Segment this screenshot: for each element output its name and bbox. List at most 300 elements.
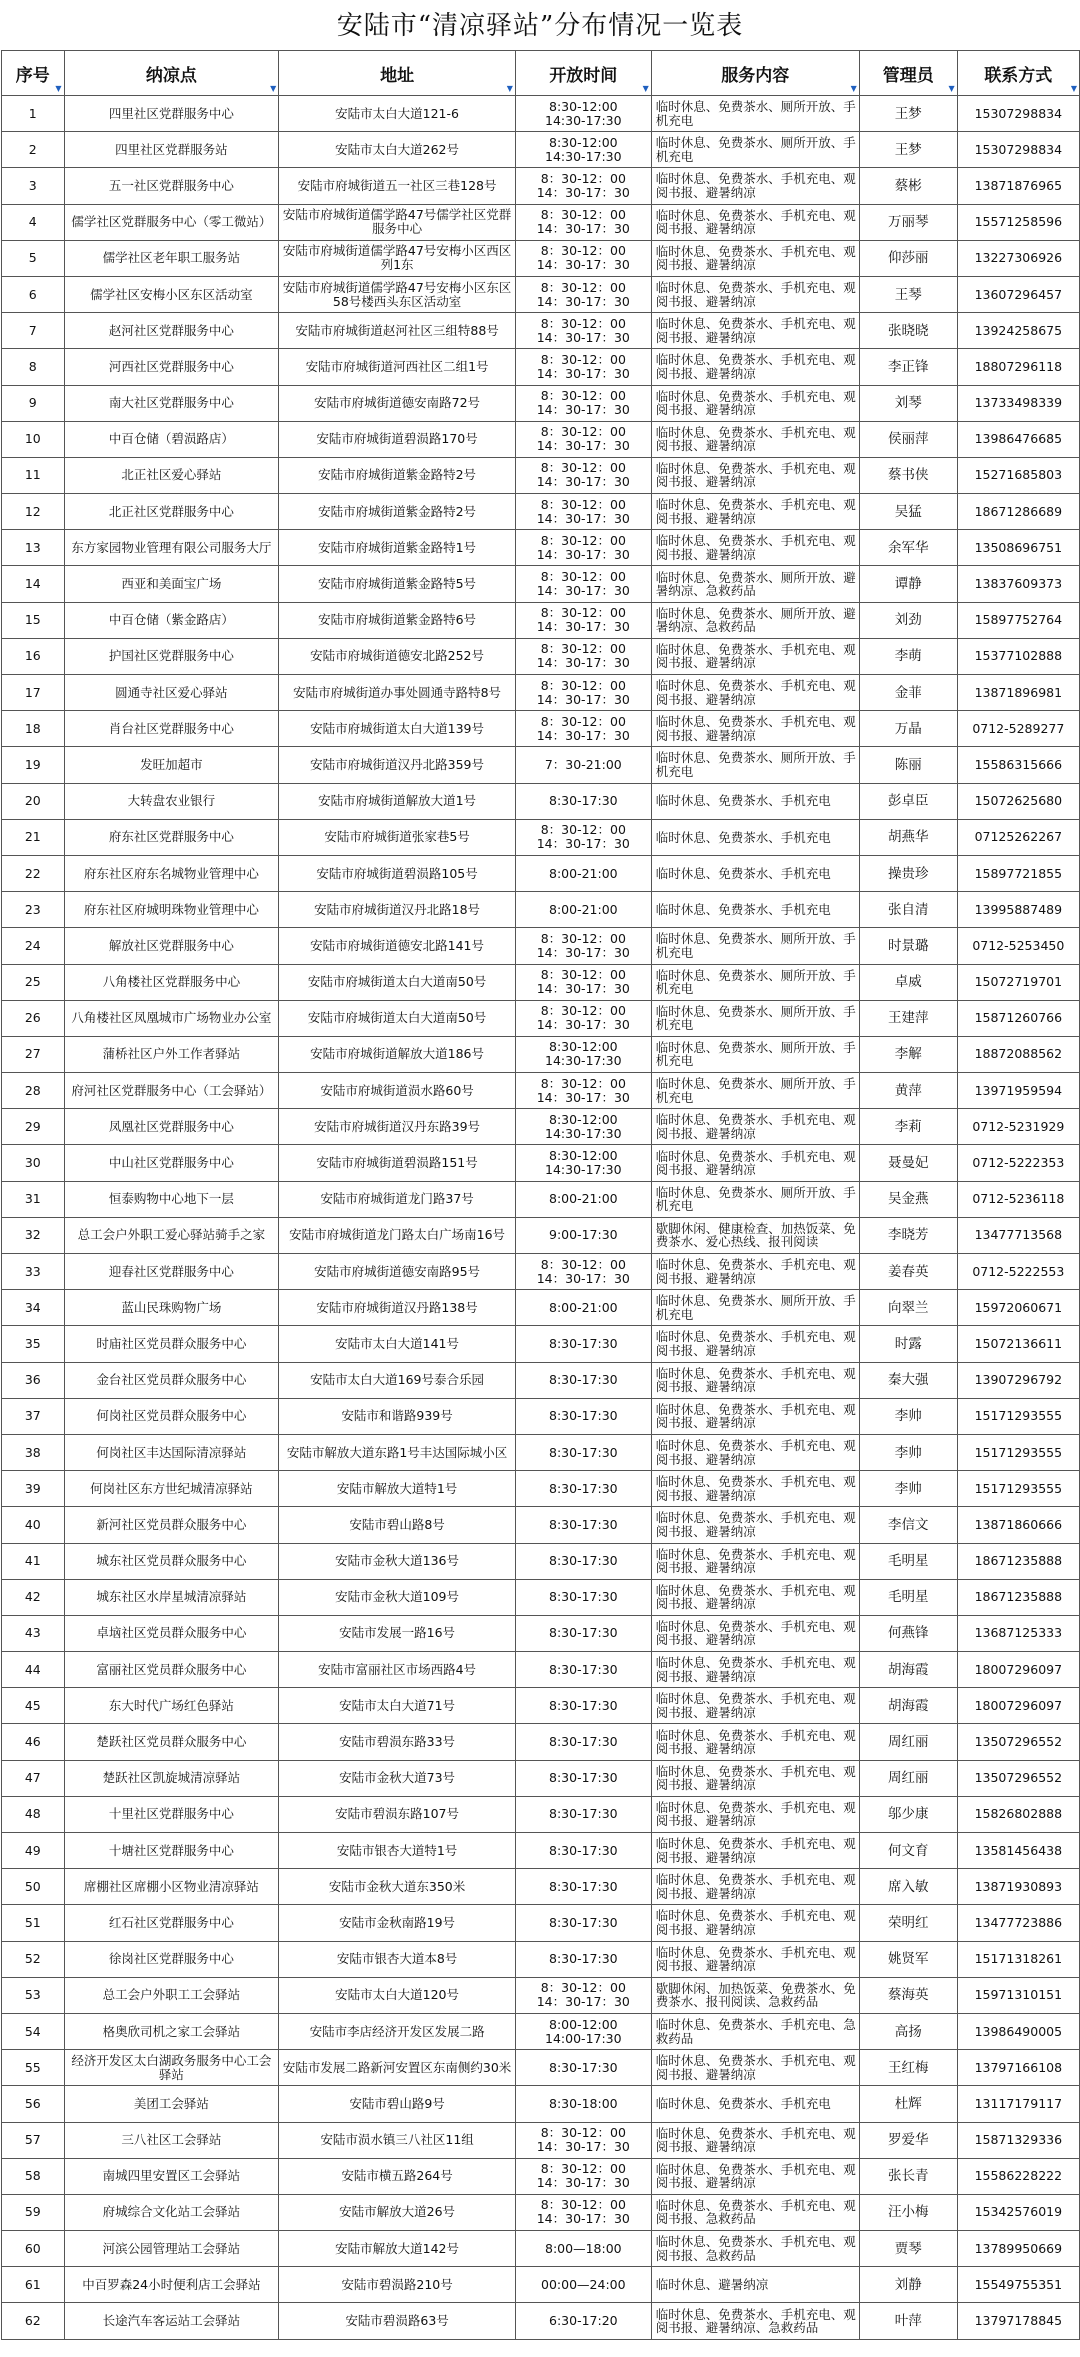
cell-hours: 8:30-12:00 14:30-17:30 (515, 1109, 651, 1145)
col-header-address[interactable]: 地址 ▼ (279, 51, 516, 96)
cell-index: 31 (2, 1181, 65, 1217)
cell-hours: 8:00-12:00 14:00-17:30 (515, 2013, 651, 2049)
cell-address: 安陆市金秋大道东350米 (279, 1869, 516, 1905)
cell-services: 临时休息、免费茶水、手机充电、观阅书报、避暑纳凉 (651, 1471, 859, 1507)
cell-manager: 李莉 (859, 1109, 957, 1145)
cell-services: 临时休息、免费茶水、手机充电、观阅书报、避暑纳凉 (651, 313, 859, 349)
col-header-index[interactable]: 序号 ▼ (2, 51, 65, 96)
table-row (2, 602, 1080, 638)
cell-manager: 毛明星 (859, 1543, 957, 1579)
cell-hours: 8:00—18:00 (515, 2231, 651, 2267)
table-row (2, 1760, 1080, 1796)
cell-hours: 8:30-12:00 14:30-17:30 (515, 1036, 651, 1072)
cell-name: 时庙社区党员群众服务中心 (64, 1326, 279, 1362)
cell-manager: 余军华 (859, 530, 957, 566)
cell-hours: 8:00-21:00 (515, 1290, 651, 1326)
cell-hours: 8：30-12：00 14：30-17：30 (515, 1000, 651, 1036)
cell-name: 迎春社区党群服务中心 (64, 1254, 279, 1290)
cell-address: 安陆市府城街道碧涢路151号 (279, 1145, 516, 1181)
cell-hours: 8:30-17:30 (515, 1760, 651, 1796)
cell-name: 蒲桥社区户外工作者驿站 (64, 1036, 279, 1072)
cell-name: 儒学社区安梅小区东区活动室 (64, 276, 279, 312)
col-header-manager[interactable]: 管理员 ▼ (859, 51, 957, 96)
col-header-hours[interactable]: 开放时间 ▼ (515, 51, 651, 96)
cell-services: 临时休息、免费茶水、手机充电 (651, 2086, 859, 2122)
cell-contact: 18671235888 (957, 1543, 1079, 1579)
cell-services: 临时休息、免费茶水、手机充电、观阅书报、急救药品 (651, 2194, 859, 2230)
cell-name: 长途汽车客运站工会驿站 (64, 2303, 279, 2339)
cell-manager: 李解 (859, 1036, 957, 1072)
cell-address: 安陆市银杏大道特1号 (279, 1833, 516, 1869)
cell-services: 临时休息、免费茶水、手机充电、观阅书报、避暑纳凉 (651, 1362, 859, 1398)
cell-address: 安陆市碧涢路210号 (279, 2267, 516, 2303)
table-row (2, 1507, 1080, 1543)
cell-services: 临时休息、免费茶水、手机充电、观阅书报、避暑纳凉 (651, 1326, 859, 1362)
cell-index: 39 (2, 1471, 65, 1507)
cell-services: 临时休息、免费茶水、手机充电、观阅书报、避暑纳凉 (651, 1941, 859, 1977)
table-row (2, 2050, 1080, 2086)
cell-address: 安陆市金秋大道136号 (279, 1543, 516, 1579)
cell-hours: 8：30-12：00 14：30-17：30 (515, 566, 651, 602)
cell-services: 临时休息、免费茶水、手机充电 (651, 892, 859, 928)
table-row (2, 2303, 1080, 2339)
cell-name: 何岗社区党员群众服务中心 (64, 1398, 279, 1434)
cell-address: 安陆市府城街道汉丹北路359号 (279, 747, 516, 783)
col-header-name[interactable]: 纳凉点 ▼ (64, 51, 279, 96)
cell-services: 临时休息、免费茶水、手机充电、观阅书报、避暑纳凉 (651, 240, 859, 276)
cell-manager: 何文育 (859, 1833, 957, 1869)
cell-contact: 13581456438 (957, 1833, 1079, 1869)
cell-address: 安陆市府城街道紫金路特6号 (279, 602, 516, 638)
cell-name: 肖台社区党群服务中心 (64, 711, 279, 747)
cell-index: 40 (2, 1507, 65, 1543)
cell-manager: 黄萍 (859, 1073, 957, 1109)
cell-contact: 13477723886 (957, 1905, 1079, 1941)
cell-hours: 8:30-17:30 (515, 1652, 651, 1688)
cell-hours: 8:30-17:30 (515, 1615, 651, 1651)
cell-manager: 向翠兰 (859, 1290, 957, 1326)
cell-manager: 王梦 (859, 96, 957, 132)
cell-index: 37 (2, 1398, 65, 1434)
cell-index: 23 (2, 892, 65, 928)
table-row (2, 1905, 1080, 1941)
cell-name: 中百仓储（碧涢路店） (64, 421, 279, 457)
cell-contact: 18872088562 (957, 1036, 1079, 1072)
cell-manager: 姜春英 (859, 1254, 957, 1290)
filter-dropdown-icon[interactable]: ▼ (850, 84, 857, 93)
cell-contact: 15377102888 (957, 638, 1079, 674)
cell-contact: 13733498339 (957, 385, 1079, 421)
cell-index: 38 (2, 1434, 65, 1470)
cell-address: 安陆市府城街道碧涢路105号 (279, 855, 516, 891)
cell-manager: 王红梅 (859, 2050, 957, 2086)
cell-hours: 9:00-17:30 (515, 1217, 651, 1253)
cell-manager: 贾琴 (859, 2231, 957, 2267)
cell-index: 28 (2, 1073, 65, 1109)
table-row (2, 2267, 1080, 2303)
cell-address: 安陆市李店经济开发区发展二路 (279, 2013, 516, 2049)
cell-index: 1 (2, 96, 65, 132)
table-row (2, 1326, 1080, 1362)
cell-index: 12 (2, 494, 65, 530)
cell-services: 临时休息、免费茶水、手机充电、观阅书报、避暑纳凉 (651, 1254, 859, 1290)
cell-manager: 刘劲 (859, 602, 957, 638)
cell-services: 歇脚休闲、加热饭菜、免费茶水、免费茶水、报刊阅读、急救药品 (651, 1977, 859, 2013)
cell-manager: 蔡彬 (859, 168, 957, 204)
cell-services: 临时休息、免费茶水、手机充电、观阅书报、避暑纳凉 (651, 638, 859, 674)
cell-index: 42 (2, 1579, 65, 1615)
cell-address: 安陆市府城街道太白大道南50号 (279, 1000, 516, 1036)
cell-index: 18 (2, 711, 65, 747)
cell-index: 35 (2, 1326, 65, 1362)
cell-address: 安陆市府城街道龙门路太白广场南16号 (279, 1217, 516, 1253)
cell-manager: 张长青 (859, 2158, 957, 2194)
cell-contact: 15971310151 (957, 1977, 1079, 2013)
cell-name: 中百罗森24小时便利店工会驿站 (64, 2267, 279, 2303)
cell-manager: 汪小梅 (859, 2194, 957, 2230)
cell-manager: 王梦 (859, 132, 957, 168)
cell-name: 大转盘农业银行 (64, 783, 279, 819)
cell-index: 52 (2, 1941, 65, 1977)
cell-address: 安陆市碧山路8号 (279, 1507, 516, 1543)
cell-hours: 8:30-17:30 (515, 1796, 651, 1832)
cell-hours: 8:30-12:00 14:30-17:30 (515, 132, 651, 168)
cell-index: 5 (2, 240, 65, 276)
cell-contact: 13871860666 (957, 1507, 1079, 1543)
cell-manager: 杜辉 (859, 2086, 957, 2122)
cell-address: 安陆市发展一路16号 (279, 1615, 516, 1651)
cell-hours: 8：30-12：00 14：30-17：30 (515, 1977, 651, 2013)
cell-manager: 张晓晓 (859, 313, 957, 349)
cell-manager: 李正锋 (859, 349, 957, 385)
table-row (2, 96, 1080, 132)
cell-name: 美团工会驿站 (64, 2086, 279, 2122)
cell-address: 安陆市府城街道紫金路特5号 (279, 566, 516, 602)
cell-manager: 金菲 (859, 675, 957, 711)
filter-dropdown-icon[interactable]: ▼ (642, 84, 649, 93)
cell-hours: 8:00-21:00 (515, 1181, 651, 1217)
cell-hours: 8：30-12：00 14：30-17：30 (515, 2122, 651, 2158)
table-row (2, 1579, 1080, 1615)
cell-hours: 8：30-12：00 14：30-17：30 (515, 204, 651, 240)
cell-services: 临时休息、避暑纳凉 (651, 2267, 859, 2303)
cell-address: 安陆市府城街道太白大道南50号 (279, 964, 516, 1000)
cell-manager: 高扬 (859, 2013, 957, 2049)
cell-index: 43 (2, 1615, 65, 1651)
cell-services: 临时休息、免费茶水、手机充电、观阅书报、避暑纳凉 (651, 1543, 859, 1579)
table-row (2, 2158, 1080, 2194)
cell-address: 安陆市金秋南路19号 (279, 1905, 516, 1941)
cell-manager: 聂曼妃 (859, 1145, 957, 1181)
cell-hours: 8:30-12:00 14:30-17:30 (515, 1145, 651, 1181)
table-row (2, 1688, 1080, 1724)
filter-dropdown-icon[interactable]: ▼ (270, 84, 277, 93)
filter-dropdown-icon[interactable]: ▼ (55, 84, 62, 93)
cell-contact: 0712-5222553 (957, 1254, 1079, 1290)
cell-services: 临时休息、免费茶水、手机充电、观阅书报、避暑纳凉 (651, 1724, 859, 1760)
cell-services: 临时休息、免费茶水、厕所开放、手机充电 (651, 747, 859, 783)
cell-contact: 15826802888 (957, 1796, 1079, 1832)
cell-services: 临时休息、免费茶水、手机充电、观阅书报、避暑纳凉 (651, 457, 859, 493)
cell-hours: 8：30-12：00 14：30-17：30 (515, 1073, 651, 1109)
cell-index: 21 (2, 819, 65, 855)
cell-contact: 15072136611 (957, 1326, 1079, 1362)
cell-services: 临时休息、免费茶水、手机充电、观阅书报、避暑纳凉 (651, 1398, 859, 1434)
cell-hours: 8:30-17:30 (515, 1326, 651, 1362)
cell-name: 楚跃社区凯旋城清凉驿站 (64, 1760, 279, 1796)
cell-address: 安陆市碧涢东路107号 (279, 1796, 516, 1832)
table-row (2, 1000, 1080, 1036)
cell-services: 临时休息、免费茶水、手机充电、观阅书报、避暑纳凉 (651, 421, 859, 457)
cell-manager: 罗爱华 (859, 2122, 957, 2158)
cell-address: 安陆市涢水镇三八社区11组 (279, 2122, 516, 2158)
table-row (2, 1869, 1080, 1905)
table-row (2, 675, 1080, 711)
table-row (2, 2194, 1080, 2230)
cell-contact: 13607296457 (957, 276, 1079, 312)
cell-index: 62 (2, 2303, 65, 2339)
cell-hours: 8:30-17:30 (515, 2050, 651, 2086)
cell-manager: 秦大强 (859, 1362, 957, 1398)
cell-address: 安陆市府城街道德安北路141号 (279, 928, 516, 964)
cell-contact: 15586315666 (957, 747, 1079, 783)
cell-name: 东方家园物业管理有限公司服务大厅 (64, 530, 279, 566)
cell-address: 安陆市解放大道26号 (279, 2194, 516, 2230)
cell-manager: 胡海霞 (859, 1652, 957, 1688)
cell-contact: 18671235888 (957, 1579, 1079, 1615)
cell-index: 48 (2, 1796, 65, 1832)
cell-services: 临时休息、免费茶水、手机充电 (651, 783, 859, 819)
cell-name: 儒学社区党群服务中心（零工微站） (64, 204, 279, 240)
cell-contact: 0712-5253450 (957, 928, 1079, 964)
col-header-services[interactable]: 服务内容 ▼ (651, 51, 859, 96)
cell-name: 圆通寺社区爱心驿站 (64, 675, 279, 711)
cell-manager: 李萌 (859, 638, 957, 674)
table-row (2, 928, 1080, 964)
table-row (2, 1543, 1080, 1579)
cell-name: 总工会户外职工工会驿站 (64, 1977, 279, 2013)
cell-contact: 15171293555 (957, 1471, 1079, 1507)
table-row (2, 855, 1080, 891)
cell-contact: 18671286689 (957, 494, 1079, 530)
cell-manager: 刘琴 (859, 385, 957, 421)
cell-name: 东大时代广场红色驿站 (64, 1688, 279, 1724)
cell-name: 五一社区党群服务中心 (64, 168, 279, 204)
cell-services: 临时休息、免费茶水、手机充电、观阅书报、避暑纳凉 (651, 204, 859, 240)
table-row (2, 2086, 1080, 2122)
cell-contact: 13227306926 (957, 240, 1079, 276)
cell-services: 临时休息、免费茶水、手机充电、观阅书报、避暑纳凉 (651, 1145, 859, 1181)
cell-contact: 0712-5231929 (957, 1109, 1079, 1145)
cell-index: 32 (2, 1217, 65, 1253)
cell-services: 临时休息、免费茶水、手机充电、观阅书报、避暑纳凉 (651, 349, 859, 385)
cell-hours: 8：30-12：00 14：30-17：30 (515, 457, 651, 493)
cell-contact: 13971959594 (957, 1073, 1079, 1109)
table-body (2, 96, 1080, 2340)
cell-name: 十里社区党群服务中心 (64, 1796, 279, 1832)
cell-manager: 王建萍 (859, 1000, 957, 1036)
cell-contact: 13871896981 (957, 675, 1079, 711)
cell-index: 7 (2, 313, 65, 349)
table-row (2, 1109, 1080, 1145)
table-row (2, 1724, 1080, 1760)
cell-contact: 15871260766 (957, 1000, 1079, 1036)
cell-contact: 15571258596 (957, 204, 1079, 240)
cell-hours: 8:30-17:30 (515, 1869, 651, 1905)
cell-index: 33 (2, 1254, 65, 1290)
cell-contact: 15586228222 (957, 2158, 1079, 2194)
cell-name: 河滨公园管理站工会驿站 (64, 2231, 279, 2267)
cell-hours: 8：30-12：00 14：30-17：30 (515, 494, 651, 530)
cell-index: 53 (2, 1977, 65, 2013)
cell-index: 46 (2, 1724, 65, 1760)
cell-address: 安陆市太白大道262号 (279, 132, 516, 168)
cell-name: 府东社区府东名城物业管理中心 (64, 855, 279, 891)
cell-address: 安陆市府城街道德安南路72号 (279, 385, 516, 421)
table-row (2, 276, 1080, 312)
cell-index: 44 (2, 1652, 65, 1688)
cell-services: 临时休息、免费茶水、手机充电、观阅书报、避暑纳凉 (651, 1579, 859, 1615)
table-row (2, 349, 1080, 385)
cell-manager: 卓威 (859, 964, 957, 1000)
table-row (2, 892, 1080, 928)
cell-services: 临时休息、免费茶水、厕所开放、手机充电 (651, 96, 859, 132)
cell-manager: 陈丽 (859, 747, 957, 783)
cell-manager: 邬少康 (859, 1796, 957, 1832)
cell-manager: 时景璐 (859, 928, 957, 964)
cell-hours: 8:30-17:30 (515, 1579, 651, 1615)
cell-services: 临时休息、免费茶水、厕所开放、手机充电 (651, 1181, 859, 1217)
table-row (2, 1796, 1080, 1832)
table-row (2, 313, 1080, 349)
cell-hours: 8：30-12：00 14：30-17：30 (515, 2194, 651, 2230)
cell-hours: 8：30-12：00 14：30-17：30 (515, 711, 651, 747)
cell-hours: 8：30-12：00 14：30-17：30 (515, 928, 651, 964)
cell-address: 安陆市府城街道儒学路47号安梅小区东区58号楼西头东区活动室 (279, 276, 516, 312)
cell-manager: 李帅 (859, 1398, 957, 1434)
cell-name: 城东社区水岸星城清凉驿站 (64, 1579, 279, 1615)
cell-services: 临时休息、免费茶水、手机充电、观阅书报、避暑纳凉 (651, 1869, 859, 1905)
cell-hours: 6:30-17:20 (515, 2303, 651, 2339)
table-row (2, 1652, 1080, 1688)
table-row (2, 1977, 1080, 2013)
cell-name: 四里社区党群服务中心 (64, 96, 279, 132)
cell-index: 8 (2, 349, 65, 385)
cell-hours: 8：30-12：00 14：30-17：30 (515, 602, 651, 638)
cell-name: 八角楼社区党群服务中心 (64, 964, 279, 1000)
cell-name: 儒学社区老年职工服务站 (64, 240, 279, 276)
cell-address: 安陆市解放大道特1号 (279, 1471, 516, 1507)
cell-address: 安陆市府城街道儒学路47号儒学社区党群服务中心 (279, 204, 516, 240)
cell-services: 临时休息、免费茶水、厕所开放、手机充电 (651, 928, 859, 964)
cell-services: 临时休息、免费茶水、厕所开放、手机充电 (651, 1036, 859, 1072)
cell-index: 47 (2, 1760, 65, 1796)
cell-name: 西亚和美面宝广场 (64, 566, 279, 602)
cell-address: 安陆市府城街道解放大道1号 (279, 783, 516, 819)
table-row (2, 1615, 1080, 1651)
cell-index: 9 (2, 385, 65, 421)
cell-services: 临时休息、免费茶水、手机充电、观阅书报、避暑纳凉 (651, 1434, 859, 1470)
table-row (2, 421, 1080, 457)
cell-services: 临时休息、免费茶水、厕所开放、手机充电 (651, 132, 859, 168)
cell-address: 安陆市府城街道解放大道186号 (279, 1036, 516, 1072)
cell-manager: 侯丽萍 (859, 421, 957, 457)
cell-index: 41 (2, 1543, 65, 1579)
cell-contact: 07125262267 (957, 819, 1079, 855)
cell-name: 河西社区党群服务中心 (64, 349, 279, 385)
cell-contact: 15271685803 (957, 457, 1079, 493)
table-row (2, 530, 1080, 566)
cell-manager: 荣明红 (859, 1905, 957, 1941)
cell-hours: 8:30-17:30 (515, 1471, 651, 1507)
cell-address: 安陆市府城街道五一社区三巷128号 (279, 168, 516, 204)
cell-hours: 8:30-17:30 (515, 1434, 651, 1470)
cell-contact: 15897752764 (957, 602, 1079, 638)
cell-name: 徐岗社区党群服务中心 (64, 1941, 279, 1977)
cell-address: 安陆市府城街道儒学路47号安梅小区西区列1东 (279, 240, 516, 276)
cell-hours: 8:30-18:00 (515, 2086, 651, 2122)
filter-dropdown-icon[interactable]: ▼ (948, 84, 955, 93)
cell-contact: 13871876965 (957, 168, 1079, 204)
cell-index: 51 (2, 1905, 65, 1941)
cell-manager: 仰莎丽 (859, 240, 957, 276)
cell-name: 新河社区党员群众服务中心 (64, 1507, 279, 1543)
cell-hours: 8:00-21:00 (515, 892, 651, 928)
filter-dropdown-icon[interactable]: ▼ (506, 84, 513, 93)
cell-services: 临时休息、免费茶水、手机充电、观阅书报、避暑纳凉 (651, 1615, 859, 1651)
cell-hours: 8:30-17:30 (515, 1507, 651, 1543)
cell-manager: 姚贤军 (859, 1941, 957, 1977)
cell-services: 临时休息、免费茶水、手机充电、观阅书报、避暑纳凉 (651, 530, 859, 566)
cell-index: 13 (2, 530, 65, 566)
cell-manager: 张自清 (859, 892, 957, 928)
cell-services: 临时休息、免费茶水、手机充电、观阅书报、避暑纳凉、急救药品 (651, 2303, 859, 2339)
cell-contact: 15072719701 (957, 964, 1079, 1000)
cell-name: 府河社区党群服务中心（工会驿站） (64, 1073, 279, 1109)
cell-manager: 蔡书侠 (859, 457, 957, 493)
col-header-contact[interactable]: 联系方式 ▼ (957, 51, 1079, 96)
table-row (2, 819, 1080, 855)
cell-address: 安陆市发展二路新河安置区东南侧约30米 (279, 2050, 516, 2086)
cell-hours: 8：30-12：00 14：30-17：30 (515, 1254, 651, 1290)
cell-contact: 13907296792 (957, 1362, 1079, 1398)
cell-hours: 8：30-12：00 14：30-17：30 (515, 675, 651, 711)
cell-manager: 周红丽 (859, 1760, 957, 1796)
cell-address: 安陆市府城街道张家巷5号 (279, 819, 516, 855)
table-row (2, 494, 1080, 530)
cell-contact: 0712-5222353 (957, 1145, 1079, 1181)
cell-services: 临时休息、免费茶水、厕所开放、手机充电 (651, 964, 859, 1000)
cell-hours: 8：30-12：00 14：30-17：30 (515, 349, 651, 385)
cell-manager: 蔡海英 (859, 1977, 957, 2013)
cell-hours: 8:30-17:30 (515, 1941, 651, 1977)
cell-index: 59 (2, 2194, 65, 2230)
cell-address: 安陆市府城街道赵河社区三组特88号 (279, 313, 516, 349)
cell-services: 临时休息、免费茶水、手机充电、观阅书报、避暑纳凉 (651, 1760, 859, 1796)
cell-contact: 13117179117 (957, 2086, 1079, 2122)
cell-manager: 时露 (859, 1326, 957, 1362)
cell-address: 安陆市府城街道涢水路60号 (279, 1073, 516, 1109)
cell-manager: 刘静 (859, 2267, 957, 2303)
cell-index: 61 (2, 2267, 65, 2303)
cell-hours: 8:30-17:30 (515, 1398, 651, 1434)
cell-manager: 周红丽 (859, 1724, 957, 1760)
table-row (2, 240, 1080, 276)
cell-index: 4 (2, 204, 65, 240)
filter-dropdown-icon[interactable]: ▼ (1070, 84, 1077, 93)
table-row (2, 1217, 1080, 1253)
cell-index: 19 (2, 747, 65, 783)
